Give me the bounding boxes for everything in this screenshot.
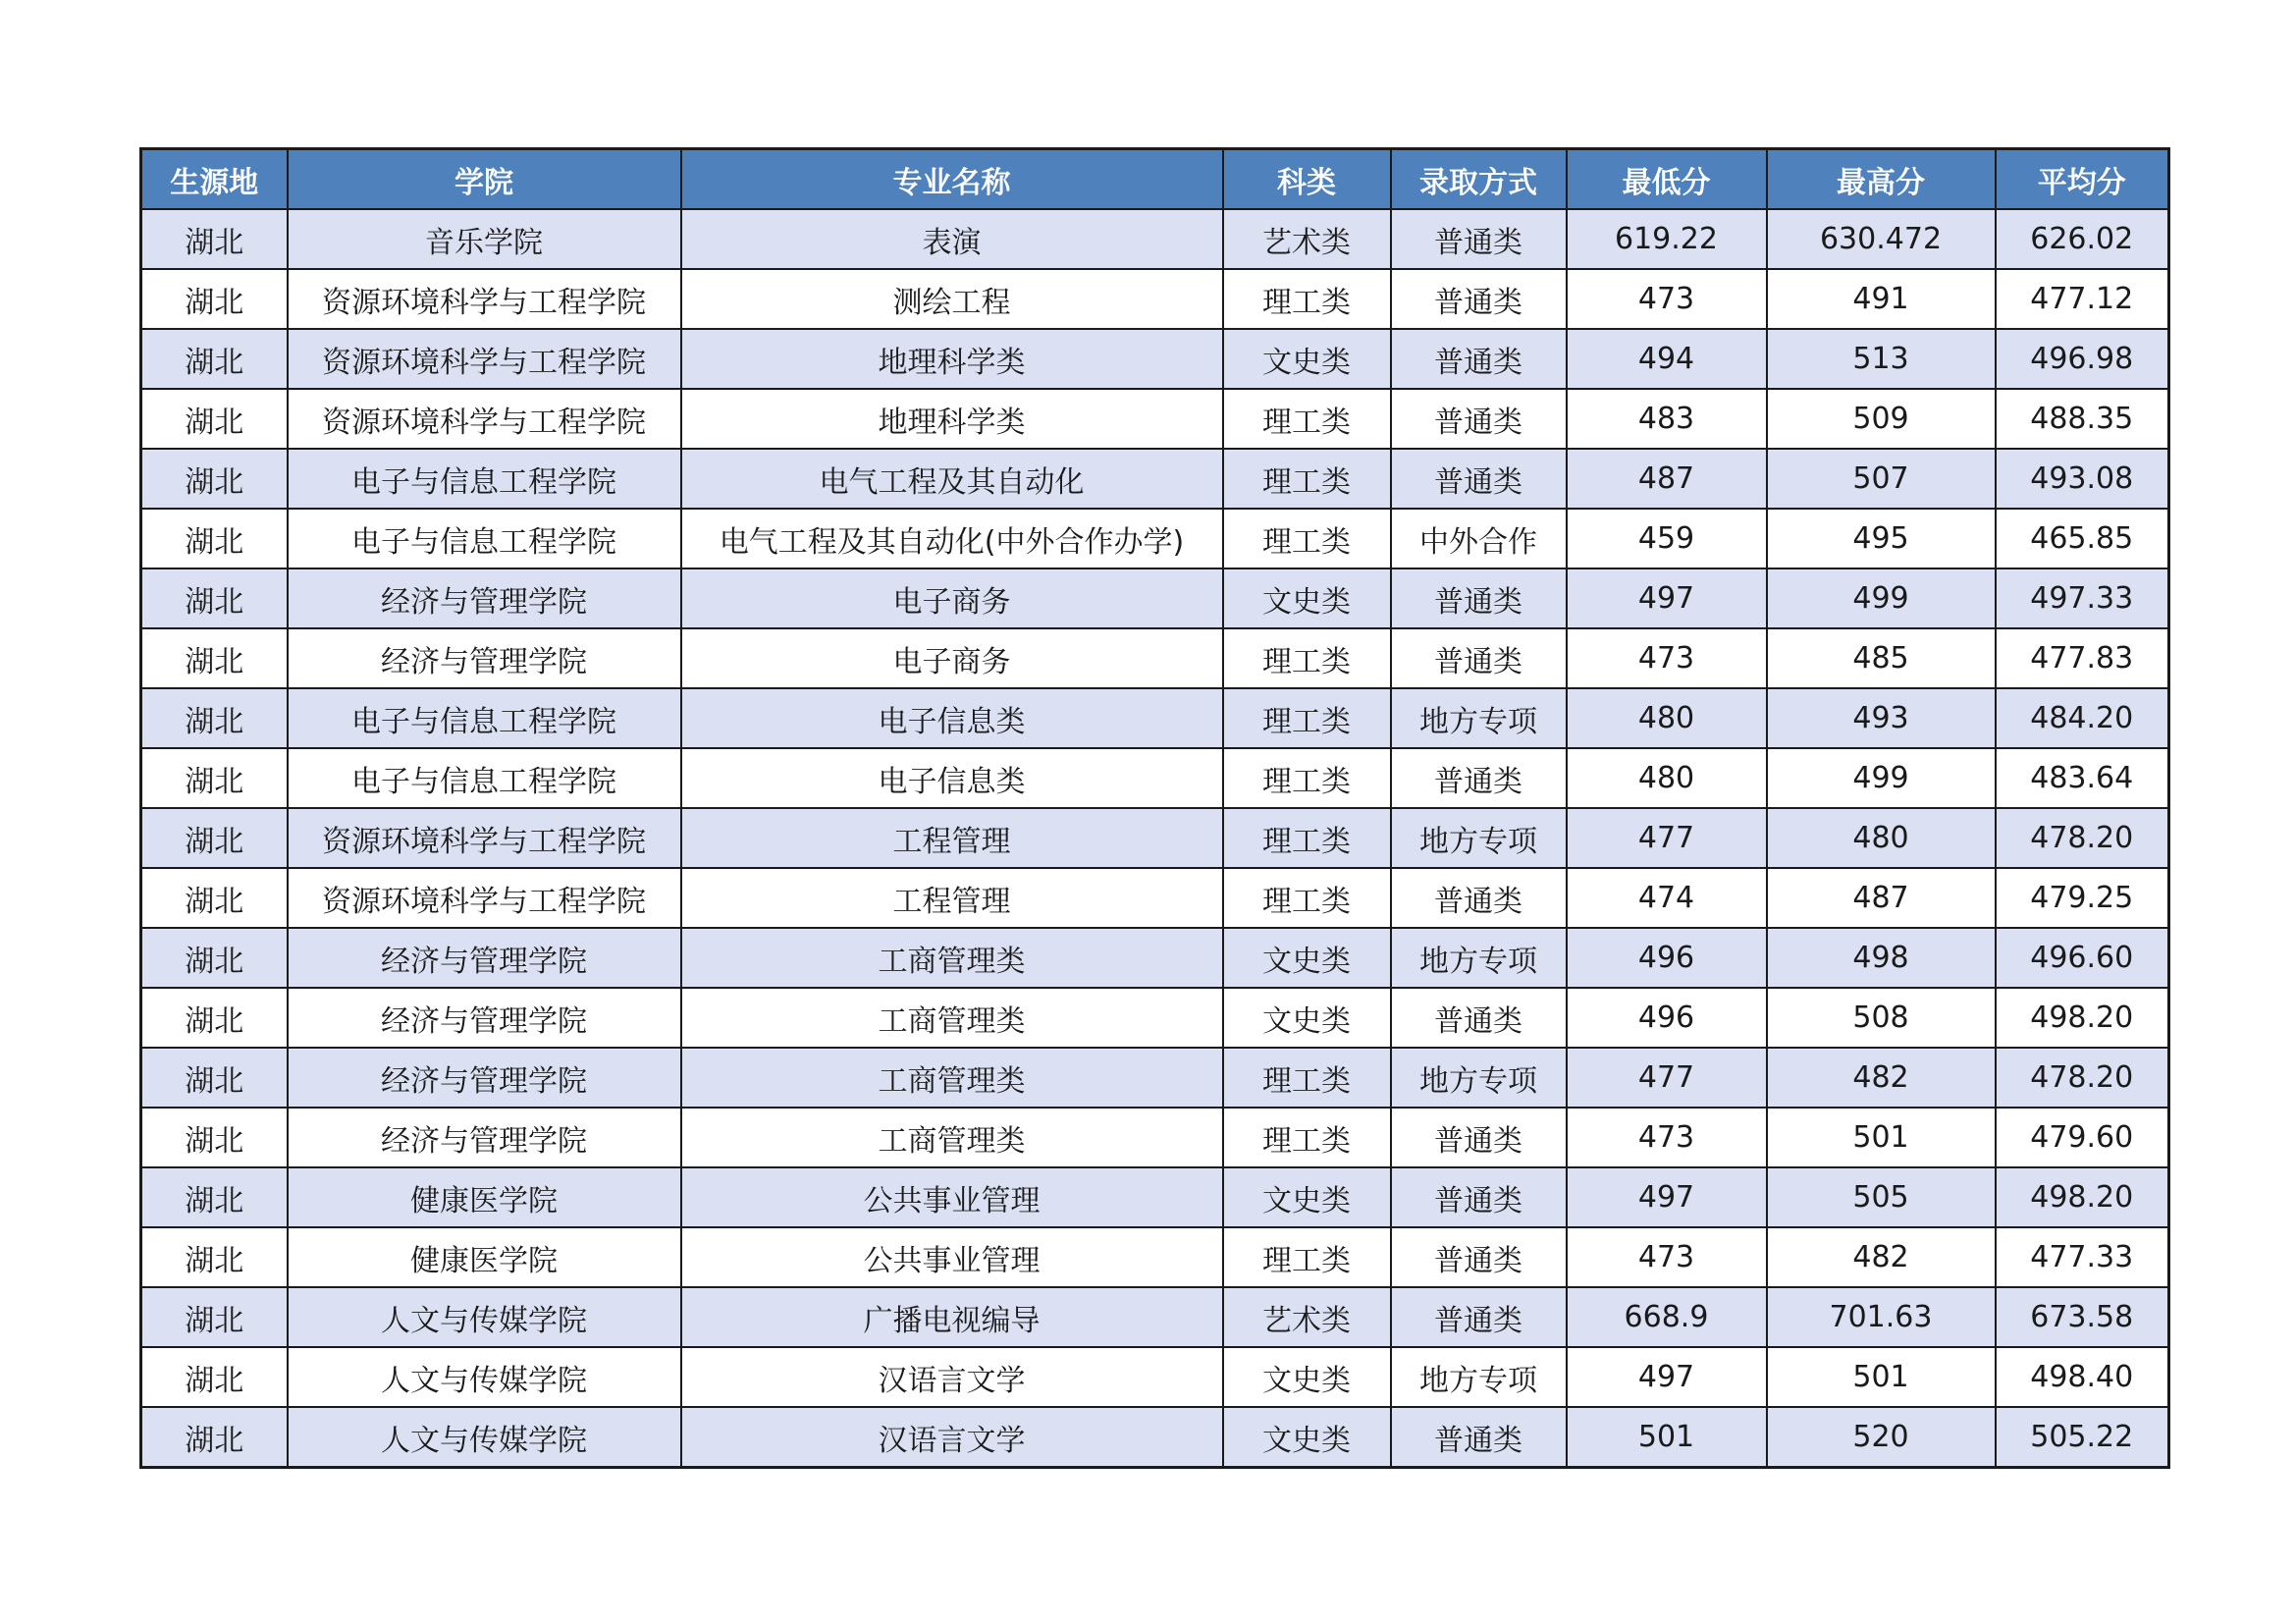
cell-college: 健康医学院 — [288, 1227, 681, 1287]
cell-major: 电子商务 — [681, 568, 1223, 628]
cell-avg-score: 478.20 — [1996, 808, 2169, 868]
cell-college: 电子与信息工程学院 — [288, 748, 681, 808]
cell-max-score: 499 — [1767, 748, 1996, 808]
cell-category: 理工类 — [1223, 449, 1391, 509]
table-row — [141, 568, 2169, 628]
cell-category: 理工类 — [1223, 688, 1391, 748]
table-row — [141, 748, 2169, 808]
cell-major: 地理科学类 — [681, 389, 1223, 449]
cell-origin: 湖北 — [141, 928, 288, 988]
cell-min-score: 501 — [1567, 1407, 1767, 1468]
cell-origin: 湖北 — [141, 1287, 288, 1347]
table-row — [141, 1227, 2169, 1287]
cell-college: 电子与信息工程学院 — [288, 449, 681, 509]
cell-college: 经济与管理学院 — [288, 928, 681, 988]
cell-category: 文史类 — [1223, 1407, 1391, 1468]
cell-category: 理工类 — [1223, 748, 1391, 808]
cell-max-score: 495 — [1767, 509, 1996, 568]
cell-category: 文史类 — [1223, 1167, 1391, 1227]
cell-origin: 湖北 — [141, 688, 288, 748]
score-sheet — [139, 147, 2170, 1469]
cell-max-score: 501 — [1767, 1347, 1996, 1407]
cell-admission-type: 普通类 — [1391, 1167, 1567, 1227]
cell-origin: 湖北 — [141, 389, 288, 449]
cell-origin: 湖北 — [141, 868, 288, 928]
cell-min-score: 459 — [1567, 509, 1767, 568]
header-major: 专业名称 — [681, 149, 1223, 210]
table-body — [141, 209, 2169, 1468]
cell-college: 经济与管理学院 — [288, 568, 681, 628]
header-avg-score: 平均分 — [1996, 149, 2169, 210]
cell-college: 健康医学院 — [288, 1167, 681, 1227]
cell-college: 资源环境科学与工程学院 — [288, 868, 681, 928]
cell-category: 理工类 — [1223, 628, 1391, 688]
cell-college: 经济与管理学院 — [288, 628, 681, 688]
cell-major: 工程管理 — [681, 868, 1223, 928]
cell-origin: 湖北 — [141, 509, 288, 568]
cell-major: 工商管理类 — [681, 928, 1223, 988]
cell-max-score: 487 — [1767, 868, 1996, 928]
cell-avg-score: 477.12 — [1996, 269, 2169, 329]
cell-admission-type: 普通类 — [1391, 628, 1567, 688]
cell-admission-type: 普通类 — [1391, 988, 1567, 1048]
cell-min-score: 473 — [1567, 269, 1767, 329]
cell-avg-score: 496.60 — [1996, 928, 2169, 988]
cell-min-score: 497 — [1567, 1347, 1767, 1407]
header-row — [141, 149, 2169, 210]
cell-max-score: 701.63 — [1767, 1287, 1996, 1347]
cell-category: 文史类 — [1223, 1347, 1391, 1407]
cell-category: 理工类 — [1223, 1048, 1391, 1108]
cell-category: 理工类 — [1223, 1108, 1391, 1167]
cell-category: 艺术类 — [1223, 209, 1391, 269]
cell-avg-score: 626.02 — [1996, 209, 2169, 269]
cell-min-score: 483 — [1567, 389, 1767, 449]
cell-major: 工商管理类 — [681, 988, 1223, 1048]
header-min-score: 最低分 — [1567, 149, 1767, 210]
table-row — [141, 628, 2169, 688]
cell-admission-type: 地方专项 — [1391, 928, 1567, 988]
cell-min-score: 496 — [1567, 988, 1767, 1048]
cell-min-score: 480 — [1567, 748, 1767, 808]
cell-origin: 湖北 — [141, 808, 288, 868]
table-row — [141, 1167, 2169, 1227]
cell-admission-type: 普通类 — [1391, 568, 1567, 628]
cell-origin: 湖北 — [141, 1407, 288, 1468]
admission-score-table — [139, 147, 2170, 1469]
cell-origin: 湖北 — [141, 1227, 288, 1287]
cell-avg-score: 479.60 — [1996, 1108, 2169, 1167]
cell-min-score: 487 — [1567, 449, 1767, 509]
cell-origin: 湖北 — [141, 449, 288, 509]
cell-admission-type: 普通类 — [1391, 868, 1567, 928]
table-row — [141, 509, 2169, 568]
cell-major: 电气工程及其自动化 — [681, 449, 1223, 509]
cell-admission-type: 普通类 — [1391, 209, 1567, 269]
cell-admission-type: 地方专项 — [1391, 1347, 1567, 1407]
table-row — [141, 269, 2169, 329]
cell-avg-score: 488.35 — [1996, 389, 2169, 449]
cell-avg-score: 465.85 — [1996, 509, 2169, 568]
cell-college: 资源环境科学与工程学院 — [288, 389, 681, 449]
cell-avg-score: 505.22 — [1996, 1407, 2169, 1468]
cell-major: 汉语言文学 — [681, 1407, 1223, 1468]
header-admission-type: 录取方式 — [1391, 149, 1567, 210]
cell-category: 理工类 — [1223, 808, 1391, 868]
cell-min-score: 473 — [1567, 1227, 1767, 1287]
cell-major: 电子信息类 — [681, 688, 1223, 748]
cell-college: 经济与管理学院 — [288, 1108, 681, 1167]
cell-min-score: 480 — [1567, 688, 1767, 748]
cell-max-score: 501 — [1767, 1108, 1996, 1167]
header-category: 科类 — [1223, 149, 1391, 210]
cell-major: 公共事业管理 — [681, 1167, 1223, 1227]
cell-college: 经济与管理学院 — [288, 1048, 681, 1108]
table-row — [141, 1287, 2169, 1347]
cell-college: 人文与传媒学院 — [288, 1407, 681, 1468]
cell-min-score: 668.9 — [1567, 1287, 1767, 1347]
cell-admission-type: 普通类 — [1391, 1227, 1567, 1287]
cell-min-score: 494 — [1567, 329, 1767, 389]
cell-min-score: 496 — [1567, 928, 1767, 988]
cell-max-score: 507 — [1767, 449, 1996, 509]
table-row — [141, 1407, 2169, 1468]
cell-origin: 湖北 — [141, 329, 288, 389]
cell-category: 文史类 — [1223, 928, 1391, 988]
cell-min-score: 497 — [1567, 1167, 1767, 1227]
cell-origin: 湖北 — [141, 568, 288, 628]
cell-origin: 湖北 — [141, 748, 288, 808]
cell-major: 电子商务 — [681, 628, 1223, 688]
cell-admission-type: 普通类 — [1391, 269, 1567, 329]
cell-max-score: 505 — [1767, 1167, 1996, 1227]
cell-avg-score: 498.20 — [1996, 1167, 2169, 1227]
cell-origin: 湖北 — [141, 1108, 288, 1167]
cell-major: 地理科学类 — [681, 329, 1223, 389]
cell-min-score: 474 — [1567, 868, 1767, 928]
cell-max-score: 493 — [1767, 688, 1996, 748]
cell-avg-score: 477.83 — [1996, 628, 2169, 688]
cell-category: 理工类 — [1223, 269, 1391, 329]
cell-college: 人文与传媒学院 — [288, 1287, 681, 1347]
cell-avg-score: 484.20 — [1996, 688, 2169, 748]
cell-origin: 湖北 — [141, 1048, 288, 1108]
cell-avg-score: 498.40 — [1996, 1347, 2169, 1407]
cell-origin: 湖北 — [141, 209, 288, 269]
cell-admission-type: 普通类 — [1391, 389, 1567, 449]
cell-max-score: 498 — [1767, 928, 1996, 988]
header-max-score: 最高分 — [1767, 149, 1996, 210]
cell-major: 电子信息类 — [681, 748, 1223, 808]
cell-college: 经济与管理学院 — [288, 988, 681, 1048]
cell-category: 理工类 — [1223, 389, 1391, 449]
cell-max-score: 485 — [1767, 628, 1996, 688]
cell-major: 表演 — [681, 209, 1223, 269]
cell-max-score: 520 — [1767, 1407, 1996, 1468]
cell-origin: 湖北 — [141, 988, 288, 1048]
cell-min-score: 473 — [1567, 628, 1767, 688]
table-row — [141, 1048, 2169, 1108]
cell-max-score: 509 — [1767, 389, 1996, 449]
cell-min-score: 477 — [1567, 808, 1767, 868]
cell-max-score: 508 — [1767, 988, 1996, 1048]
table-row — [141, 868, 2169, 928]
cell-avg-score: 478.20 — [1996, 1048, 2169, 1108]
cell-major: 公共事业管理 — [681, 1227, 1223, 1287]
cell-major: 汉语言文学 — [681, 1347, 1223, 1407]
cell-origin: 湖北 — [141, 1167, 288, 1227]
table-row — [141, 808, 2169, 868]
table-row — [141, 928, 2169, 988]
table-row — [141, 329, 2169, 389]
table-row — [141, 449, 2169, 509]
cell-max-score: 499 — [1767, 568, 1996, 628]
cell-admission-type: 普通类 — [1391, 1108, 1567, 1167]
cell-max-score: 482 — [1767, 1048, 1996, 1108]
cell-college: 音乐学院 — [288, 209, 681, 269]
cell-avg-score: 483.64 — [1996, 748, 2169, 808]
cell-avg-score: 498.20 — [1996, 988, 2169, 1048]
header-college: 学院 — [288, 149, 681, 210]
cell-origin: 湖北 — [141, 1347, 288, 1407]
table-row — [141, 688, 2169, 748]
cell-category: 文史类 — [1223, 988, 1391, 1048]
cell-category: 艺术类 — [1223, 1287, 1391, 1347]
cell-category: 文史类 — [1223, 568, 1391, 628]
cell-avg-score: 493.08 — [1996, 449, 2169, 509]
cell-college: 人文与传媒学院 — [288, 1347, 681, 1407]
cell-admission-type: 普通类 — [1391, 449, 1567, 509]
cell-admission-type: 地方专项 — [1391, 1048, 1567, 1108]
cell-major: 广播电视编导 — [681, 1287, 1223, 1347]
cell-college: 资源环境科学与工程学院 — [288, 808, 681, 868]
table-row — [141, 1347, 2169, 1407]
cell-min-score: 619.22 — [1567, 209, 1767, 269]
cell-min-score: 473 — [1567, 1108, 1767, 1167]
cell-admission-type: 地方专项 — [1391, 808, 1567, 868]
cell-admission-type: 普通类 — [1391, 1407, 1567, 1468]
cell-category: 文史类 — [1223, 329, 1391, 389]
cell-major: 电气工程及其自动化(中外合作办学) — [681, 509, 1223, 568]
table-row — [141, 389, 2169, 449]
cell-major: 工程管理 — [681, 808, 1223, 868]
cell-admission-type: 中外合作 — [1391, 509, 1567, 568]
header-origin: 生源地 — [141, 149, 288, 210]
cell-max-score: 630.472 — [1767, 209, 1996, 269]
cell-max-score: 513 — [1767, 329, 1996, 389]
cell-avg-score: 479.25 — [1996, 868, 2169, 928]
cell-admission-type: 地方专项 — [1391, 688, 1567, 748]
cell-college: 资源环境科学与工程学院 — [288, 329, 681, 389]
cell-major: 测绘工程 — [681, 269, 1223, 329]
cell-max-score: 491 — [1767, 269, 1996, 329]
cell-major: 工商管理类 — [681, 1108, 1223, 1167]
table-row — [141, 988, 2169, 1048]
cell-avg-score: 673.58 — [1996, 1287, 2169, 1347]
cell-origin: 湖北 — [141, 628, 288, 688]
cell-college: 电子与信息工程学院 — [288, 688, 681, 748]
cell-max-score: 482 — [1767, 1227, 1996, 1287]
cell-admission-type: 普通类 — [1391, 329, 1567, 389]
cell-category: 理工类 — [1223, 868, 1391, 928]
cell-origin: 湖北 — [141, 269, 288, 329]
cell-admission-type: 普通类 — [1391, 1287, 1567, 1347]
cell-avg-score: 496.98 — [1996, 329, 2169, 389]
cell-college: 资源环境科学与工程学院 — [288, 269, 681, 329]
cell-avg-score: 497.33 — [1996, 568, 2169, 628]
cell-max-score: 480 — [1767, 808, 1996, 868]
cell-admission-type: 普通类 — [1391, 748, 1567, 808]
cell-min-score: 477 — [1567, 1048, 1767, 1108]
cell-college: 电子与信息工程学院 — [288, 509, 681, 568]
table-header — [141, 149, 2169, 210]
cell-min-score: 497 — [1567, 568, 1767, 628]
table-row — [141, 209, 2169, 269]
cell-avg-score: 477.33 — [1996, 1227, 2169, 1287]
table-row — [141, 1108, 2169, 1167]
cell-category: 理工类 — [1223, 1227, 1391, 1287]
cell-major: 工商管理类 — [681, 1048, 1223, 1108]
cell-category: 理工类 — [1223, 509, 1391, 568]
